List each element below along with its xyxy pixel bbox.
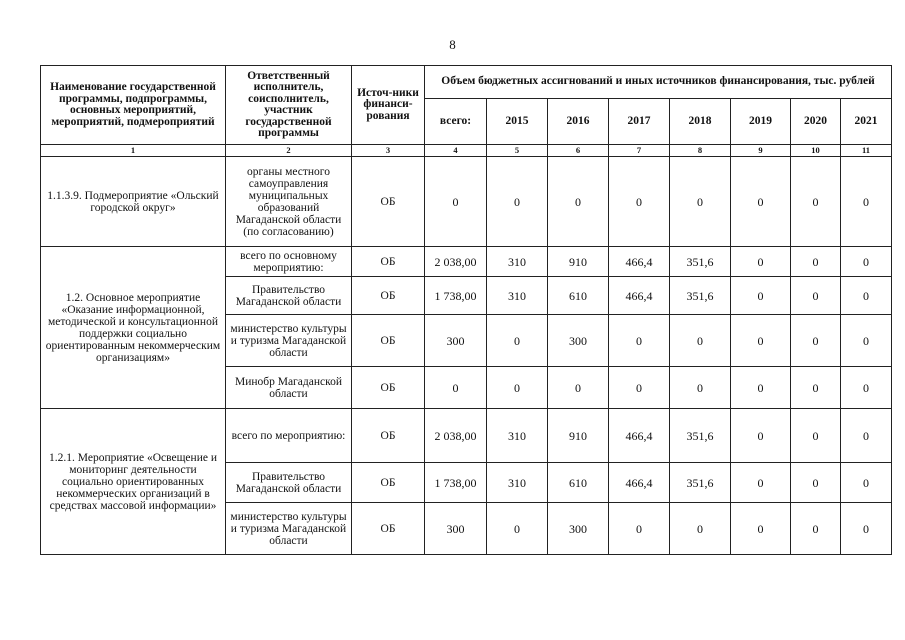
header-year: 2016 [548, 99, 609, 145]
budget-table [40, 65, 892, 555]
value-cell: 0 [548, 367, 609, 409]
value-cell: 0 [487, 315, 548, 367]
table-row [41, 247, 892, 277]
value-cell: 351,6 [670, 463, 731, 503]
value-cell: 0 [670, 367, 731, 409]
source-cell: ОБ [352, 247, 425, 277]
value-cell: 351,6 [670, 277, 731, 315]
value-cell: 0 [609, 315, 670, 367]
value-cell: 0 [841, 503, 892, 555]
value-cell: 0 [841, 463, 892, 503]
value-cell: 0 [791, 247, 841, 277]
header-year: 2020 [791, 99, 841, 145]
value-cell: 0 [791, 277, 841, 315]
value-cell: 0 [731, 409, 791, 463]
value-cell: 310 [487, 277, 548, 315]
header-year: 2019 [731, 99, 791, 145]
executor-cell: министерство культуры и туризма Магаданской области [226, 315, 352, 367]
executor-cell: всего по мероприятию: [226, 409, 352, 463]
value-cell: 466,4 [609, 463, 670, 503]
source-cell: ОБ [352, 503, 425, 555]
index-cell: 11 [841, 145, 892, 157]
index-cell: 3 [352, 145, 425, 157]
value-cell: 466,4 [609, 277, 670, 315]
index-cell: 1 [41, 145, 226, 157]
value-cell: 0 [841, 247, 892, 277]
total-cell: 2 038,00 [425, 247, 487, 277]
header-source: Источ-ники финанси-рования [352, 66, 425, 145]
value-cell: 466,4 [609, 409, 670, 463]
total-cell: 0 [425, 367, 487, 409]
value-cell: 0 [841, 277, 892, 315]
source-cell: ОБ [352, 277, 425, 315]
value-cell: 0 [487, 157, 548, 247]
value-cell: 0 [841, 409, 892, 463]
header-volume: Объем бюджетных ассигнований и иных источников финансирования, тыс. рублей [425, 66, 892, 99]
value-cell: 351,6 [670, 247, 731, 277]
executor-cell: министерство культуры и туризма Магаданской области [226, 503, 352, 555]
header-year: 2021 [841, 99, 892, 145]
source-cell: ОБ [352, 315, 425, 367]
value-cell: 0 [841, 367, 892, 409]
value-cell: 910 [548, 247, 609, 277]
executor-cell: Правительство Магаданской области [226, 277, 352, 315]
total-cell: 1 738,00 [425, 463, 487, 503]
index-cell: 2 [226, 145, 352, 157]
index-cell: 5 [487, 145, 548, 157]
source-cell: ОБ [352, 157, 425, 247]
value-cell: 310 [487, 463, 548, 503]
value-cell: 0 [487, 503, 548, 555]
measure-name: 1.1.3.9. Подмероприятие «Ольский городской округ» [41, 157, 226, 247]
value-cell: 466,4 [609, 247, 670, 277]
value-cell: 0 [548, 157, 609, 247]
measure-name: 1.2.1. Мероприятие «Освещение и мониторинг деятельности социально ориентированных некоммерческих организаций в средствах массовой информации» [41, 409, 226, 555]
table-row [41, 409, 892, 463]
value-cell: 0 [791, 463, 841, 503]
table-row [41, 157, 892, 247]
value-cell: 0 [791, 157, 841, 247]
value-cell: 0 [731, 247, 791, 277]
source-cell: ОБ [352, 409, 425, 463]
index-row [41, 145, 892, 157]
header-executor: Ответственный исполнитель, соисполнитель, участник государственной программы [226, 66, 352, 145]
executor-cell: Минобр Магаданской области [226, 367, 352, 409]
header-row-top [41, 66, 892, 99]
value-cell: 0 [731, 503, 791, 555]
index-cell: 10 [791, 145, 841, 157]
header-year: 2017 [609, 99, 670, 145]
total-cell: 300 [425, 503, 487, 555]
value-cell: 610 [548, 463, 609, 503]
value-cell: 0 [609, 503, 670, 555]
value-cell: 0 [731, 367, 791, 409]
executor-cell: всего по основному мероприятию: [226, 247, 352, 277]
value-cell: 0 [791, 315, 841, 367]
value-cell: 300 [548, 315, 609, 367]
value-cell: 0 [487, 367, 548, 409]
source-cell: ОБ [352, 367, 425, 409]
header-total: всего: [425, 99, 487, 145]
executor-cell: Правительство Магаданской области [226, 463, 352, 503]
value-cell: 0 [791, 503, 841, 555]
value-cell: 351,6 [670, 409, 731, 463]
measure-name: 1.2. Основное мероприятие «Оказание информационной, методической и консультационной поддержки социально ориентированным некоммерческим организациям» [41, 247, 226, 409]
value-cell: 0 [670, 503, 731, 555]
index-cell: 7 [609, 145, 670, 157]
value-cell: 0 [731, 157, 791, 247]
value-cell: 0 [841, 157, 892, 247]
value-cell: 0 [609, 157, 670, 247]
value-cell: 0 [791, 409, 841, 463]
value-cell: 0 [670, 315, 731, 367]
value-cell: 910 [548, 409, 609, 463]
value-cell: 0 [731, 463, 791, 503]
value-cell: 0 [609, 367, 670, 409]
value-cell: 300 [548, 503, 609, 555]
total-cell: 2 038,00 [425, 409, 487, 463]
index-cell: 4 [425, 145, 487, 157]
value-cell: 310 [487, 247, 548, 277]
value-cell: 0 [841, 315, 892, 367]
header-year: 2018 [670, 99, 731, 145]
total-cell: 300 [425, 315, 487, 367]
index-cell: 6 [548, 145, 609, 157]
total-cell: 0 [425, 157, 487, 247]
executor-cell: органы местного самоуправления муниципальных образований Магаданской области (по согласованию) [226, 157, 352, 247]
source-cell: ОБ [352, 463, 425, 503]
page-number: 8 [449, 37, 456, 52]
header-year: 2015 [487, 99, 548, 145]
index-cell: 9 [731, 145, 791, 157]
value-cell: 0 [731, 315, 791, 367]
index-cell: 8 [670, 145, 731, 157]
total-cell: 1 738,00 [425, 277, 487, 315]
value-cell: 310 [487, 409, 548, 463]
value-cell: 0 [731, 277, 791, 315]
header-name: Наименование государственной программы, подпрограммы, основных мероприятий, мероприятий, подмероприятий [41, 66, 226, 145]
value-cell: 0 [670, 157, 731, 247]
value-cell: 0 [791, 367, 841, 409]
value-cell: 610 [548, 277, 609, 315]
